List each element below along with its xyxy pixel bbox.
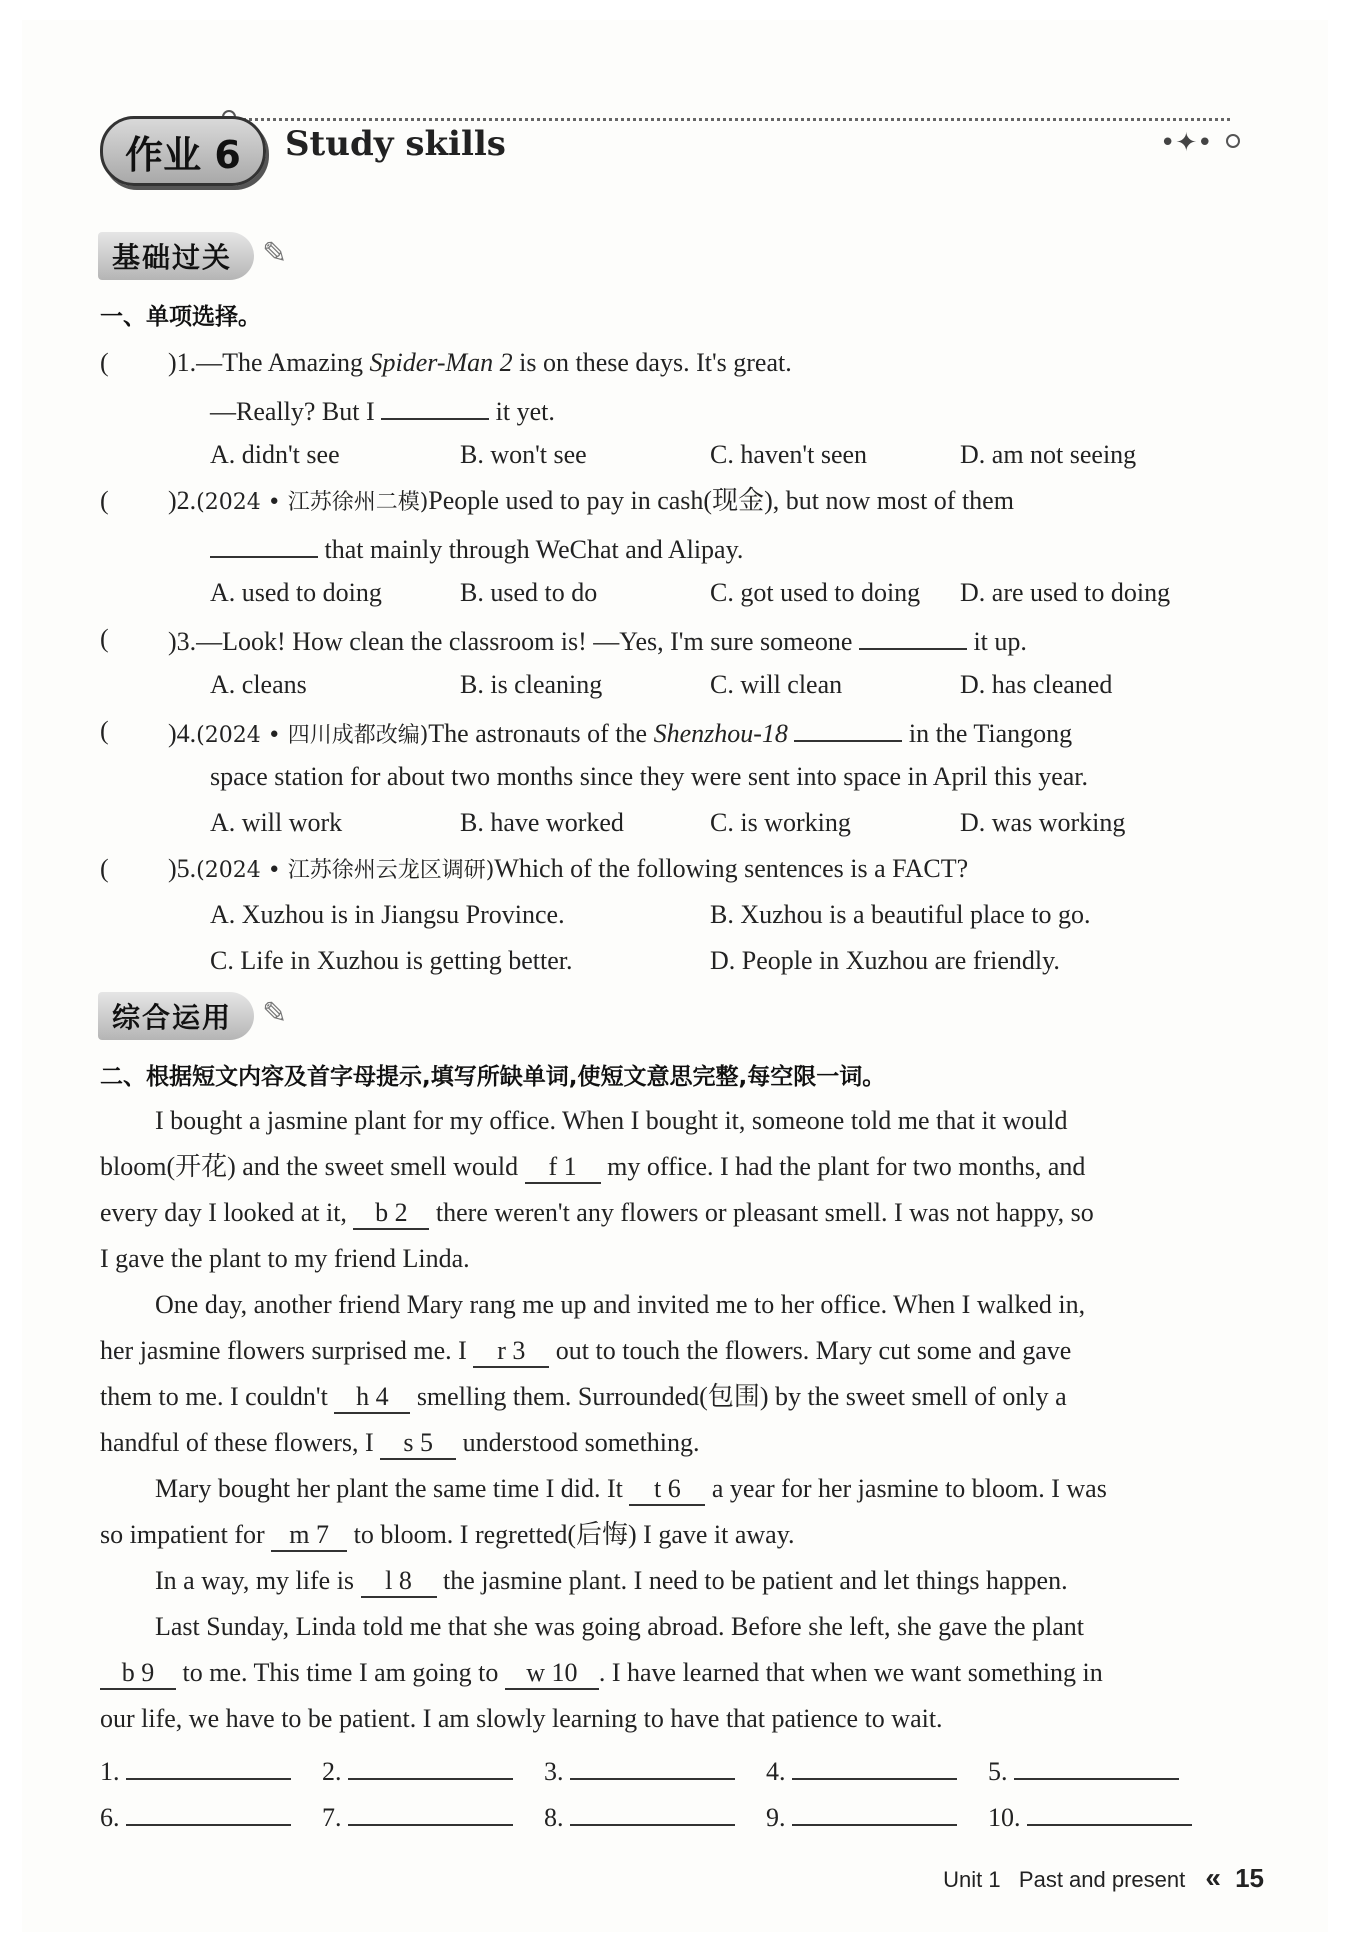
blank-5[interactable]: s 5 — [380, 1428, 456, 1460]
pencil-icon: ✎ — [262, 996, 288, 1031]
passage-line: I bought a jasmine plant for my office. When I bought it, someone told me that it would — [155, 1106, 1068, 1135]
blank-1[interactable]: f 1 — [525, 1152, 601, 1184]
question-1-line-2: —Really? But I it yet. — [210, 392, 555, 429]
question-5-options-row-1 — [210, 898, 1091, 932]
answer-row-2: 6. 7. 8. 9. 10. — [100, 1798, 1192, 1835]
option-a[interactable]: A. will work — [210, 808, 343, 837]
question-1-line-1: )1.—The Amazing Spider-Man 2 is on these days. It's great. — [168, 348, 792, 377]
page-title: Study skills — [285, 124, 506, 164]
answer-field-10[interactable] — [1027, 1798, 1192, 1826]
answer-field-7[interactable] — [348, 1798, 513, 1826]
chevron-left-icon: « — [1205, 1862, 1221, 1893]
question-3-line-1: )3.—Look! How clean the classroom is! —Yes, I'm sure someone it up. — [168, 622, 1027, 659]
answer-field-1[interactable] — [126, 1752, 291, 1780]
page-footer — [943, 1862, 1264, 1894]
blank-10[interactable]: w 10 — [505, 1658, 599, 1690]
answer-blank[interactable] — [859, 622, 967, 650]
answer-field-4[interactable] — [792, 1752, 957, 1780]
option-b[interactable]: B. have worked — [460, 808, 624, 837]
option-c[interactable]: C. is working — [710, 808, 851, 837]
passage-line: handful of these flowers, I s 5 understood something. — [100, 1426, 700, 1460]
passage-line: Last Sunday, Linda told me that she was going abroad. Before she left, she gave the plant — [155, 1612, 1085, 1641]
question-2-paren: ( — [100, 486, 109, 515]
option-a[interactable]: A. used to doing — [210, 578, 382, 607]
blank-7[interactable]: m 7 — [271, 1520, 347, 1552]
passage-line: One day, another friend Mary rang me up and invited me to her office. When I walked in, — [155, 1290, 1086, 1319]
header-ring-right — [1226, 134, 1240, 148]
answer-blank[interactable] — [210, 530, 318, 558]
unit-topic: Past and present — [1018, 1867, 1186, 1892]
part-one-heading: 一、单项选择。 — [100, 304, 261, 330]
answer-field-8[interactable] — [570, 1798, 735, 1826]
question-4-options — [210, 806, 1125, 840]
option-a[interactable]: A. Xuzhou is in Jiangsu Province. — [210, 900, 565, 929]
section-label-basic: 基础过关 — [98, 232, 254, 280]
option-d[interactable]: D. People in Xuzhou are friendly. — [710, 946, 1060, 975]
blank-3[interactable]: r 3 — [473, 1336, 549, 1368]
passage-line: our life, we have to be patient. I am slowly learning to have that patience to wait. — [100, 1704, 943, 1733]
homework-badge: 作业 6 — [100, 116, 266, 186]
pencil-icon: ✎ — [262, 236, 288, 271]
passage-line: In a way, my life is l 8 the jasmine plant. I need to be patient and let things happen. — [155, 1564, 1068, 1598]
option-d[interactable]: D. has cleaned — [960, 670, 1113, 699]
option-a[interactable]: A. cleans — [210, 670, 307, 699]
question-5-line-1: )5.(2024 • 江苏徐州云龙区调研)Which of the following sentences is a FACT? — [168, 854, 969, 883]
question-3-paren: ( — [100, 624, 109, 653]
question-3-options — [210, 668, 1112, 702]
passage-line: b 9 to me. This time I am going to w 10 . I have learned that when we want something in — [100, 1656, 1103, 1690]
passage-line: I gave the plant to my friend Linda. — [100, 1244, 470, 1273]
question-2-line-1: )2.(2024 • 江苏徐州二模)People used to pay in cash(现金), but now most of them — [168, 486, 1014, 515]
question-2-options — [210, 576, 1170, 610]
passage-line: Mary bought her plant the same time I did. It t 6 a year for her jasmine to bloom. I was — [155, 1472, 1107, 1506]
sparkle-icon: •✦• — [1160, 128, 1213, 158]
question-4-line-1: )4.(2024 • 四川成都改编)The astronauts of the Shenzhou-18 in the Tiangong — [168, 714, 1072, 753]
passage-line: her jasmine flowers surprised me. I r 3 out to touch the flowers. Mary cut some and gave — [100, 1334, 1071, 1368]
header-dotted-line — [230, 118, 1230, 121]
answer-blank[interactable] — [794, 714, 902, 742]
answer-field-3[interactable] — [570, 1752, 735, 1780]
page-number: 15 — [1235, 1863, 1264, 1893]
answer-blank[interactable] — [381, 392, 489, 420]
question-1-options — [210, 438, 1136, 472]
blank-4[interactable]: h 4 — [334, 1382, 410, 1414]
passage-line: them to me. I couldn't h 4 smelling them. Surrounded(包围) by the sweet smell of only a — [100, 1380, 1067, 1414]
section-label-comprehensive: 综合运用 — [98, 992, 254, 1040]
answer-field-6[interactable] — [126, 1798, 291, 1826]
option-c[interactable]: C. got used to doing — [710, 578, 921, 607]
question-4-paren: ( — [100, 716, 109, 745]
blank-6[interactable]: t 6 — [629, 1474, 705, 1506]
option-b[interactable]: B. used to do — [460, 578, 598, 607]
option-c[interactable]: C. haven't seen — [710, 440, 868, 469]
question-2-line-2: that mainly through WeChat and Alipay. — [210, 530, 743, 567]
option-c[interactable]: C. will clean — [710, 670, 843, 699]
question-5-paren: ( — [100, 854, 109, 883]
option-c[interactable]: C. Life in Xuzhou is getting better. — [210, 946, 573, 975]
blank-2[interactable]: b 2 — [353, 1198, 429, 1230]
part-two-heading: 二、根据短文内容及首字母提示,填写所缺单词,使短文意思完整,每空限一词。 — [100, 1064, 886, 1090]
option-b[interactable]: B. Xuzhou is a beautiful place to go. — [710, 900, 1091, 929]
answer-field-9[interactable] — [792, 1798, 957, 1826]
blank-9[interactable]: b 9 — [100, 1658, 176, 1690]
answer-field-5[interactable] — [1014, 1752, 1179, 1780]
question-5-options-row-2 — [210, 944, 1060, 978]
unit-label: Unit 1 — [943, 1867, 1001, 1892]
option-b[interactable]: B. won't see — [460, 440, 587, 469]
answer-row-1: 1. 2. 3. 4. 5. — [100, 1752, 1179, 1789]
answer-field-2[interactable] — [348, 1752, 513, 1780]
option-d[interactable]: D. was working — [960, 808, 1126, 837]
option-b[interactable]: B. is cleaning — [460, 670, 603, 699]
passage-line: so impatient for m 7 to bloom. I regretted(后悔) I gave it away. — [100, 1518, 795, 1552]
question-4-line-2: space station for about two months since they were sent into space in April this year. — [210, 762, 1089, 791]
option-d[interactable]: D. are used to doing — [960, 578, 1171, 607]
option-a[interactable]: A. didn't see — [210, 440, 340, 469]
question-1-paren: ( — [100, 348, 109, 377]
passage-line: bloom(开花) and the sweet smell would f 1 my office. I had the plant for two months, and — [100, 1150, 1085, 1184]
option-d[interactable]: D. am not seeing — [960, 440, 1137, 469]
passage-line: every day I looked at it, b 2 there weren't any flowers or pleasant smell. I was not happy, so — [100, 1196, 1094, 1230]
blank-8[interactable]: l 8 — [361, 1566, 437, 1598]
